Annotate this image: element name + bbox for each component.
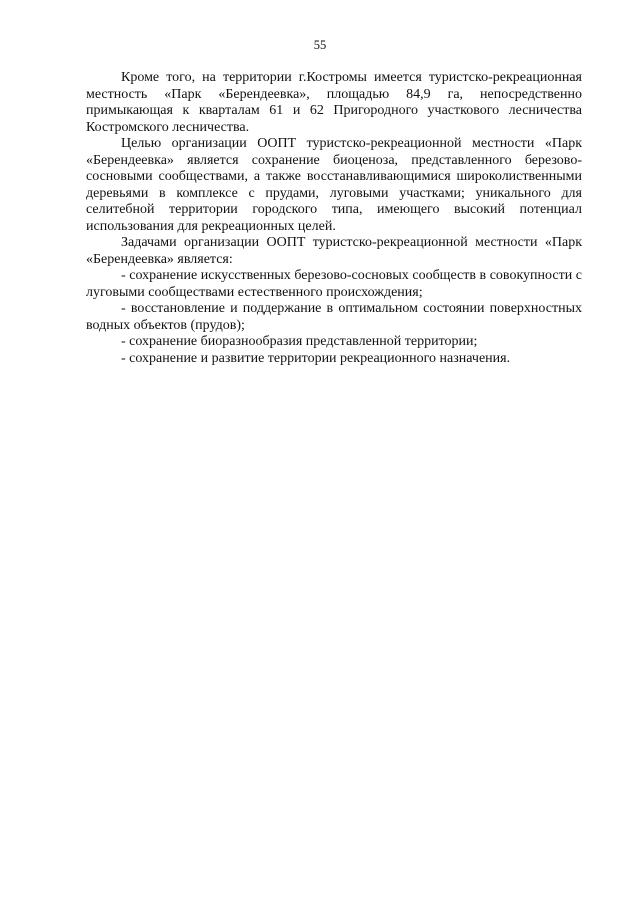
task-item-water-bodies: - восстановление и поддержание в оптимальном состоянии поверхностных водных объектов (прудов); [86, 301, 582, 333]
document-body [86, 70, 582, 367]
paragraph-park-description: Кроме того, на территории г.Костромы имеется туристско-рекреационная местность «Парк «Берендеевка», площадью 84,9 га, непосредственно примыкающая к кварталам 61 и 62 Пригородного участкового лесничества Костромского лесничества. [86, 70, 582, 135]
paragraph-purpose: Целью организации ООПТ туристско-рекреационной местности «Парк «Берендеевка» является сохранение биоценоза, представленного березово-сосновыми сообществами, а также восстанавливающимися широколиственными деревьями в комплексе с прудами, луговыми участками; уникального для селитебной территории городского типа, имеющего высокий потенциал использования для рекреационных целей. [86, 136, 582, 234]
task-item-recreation: - сохранение и развитие территории рекреационного назначения. [121, 350, 511, 366]
task-item-biodiversity: - сохранение биоразнообразия представленной территории; [121, 334, 478, 349]
task-item-forest-communities: - сохранение искусственных березово-сосновых сообществ в совокупности с луговыми сообществами естественного происхождения; [86, 268, 582, 300]
paragraph-tasks-intro: Задачами организации ООПТ туристско-рекреационной местности «Парк «Берендеевка» является: [86, 235, 582, 267]
page-number: 55 [313, 38, 327, 52]
